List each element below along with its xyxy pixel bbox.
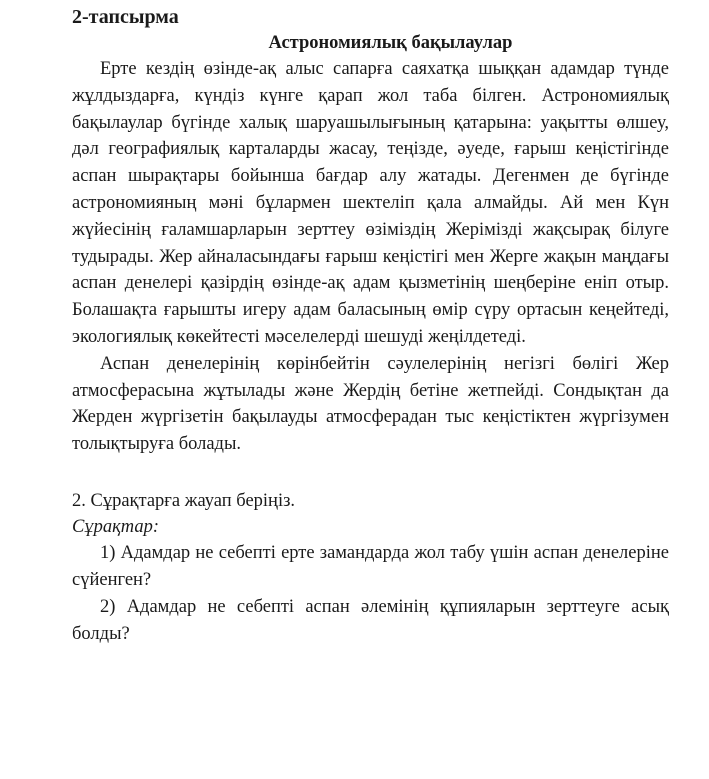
task-heading: 2-тапсырма bbox=[72, 6, 179, 28]
paragraph-1: Ерте кездің өзінде-ақ алыс сапарға саяхатқа шыққан адамдар түнде жұлдыздарға, күндіз күнге қарап жол таба білген. Астрономиялық бақылаулар бүгінде халық шаруашылығының қатарына: уақытты өлшеу, дәл географиялық карталарды жасау, теңізде, әуеде, ғарыш кеңістігінде аспан шырақтары бойынша бағдар алу жатады. Дегенмен де бүгінде астрономияның мәні бұлармен шектеліп қала алмайды. Ай мен Күн жүйесінің ғаламшарларын зерттеу өзіміздің Жерімізді жақсырақ білуге тудырады. Жер айналасындағы ғарыш кеңістігі мен Жерге жақын маңдағы аспан денелері қазірдің өзінде-ақ адам қызметінің шеңберіне еніп отыр. Болашақта ғарышты игеру адам баласының өмір сүру ортасын кеңейтеді, экологиялық көкейтесті мәселелерді шешуді жеңілдетеді. bbox=[72, 59, 669, 347]
task-instruction: 2. Сұрақтарға жауап беріңіз. bbox=[72, 490, 296, 511]
questions-list bbox=[72, 540, 669, 648]
text-title: Астрономиялық бақылаулар bbox=[268, 33, 513, 53]
questions-label: Сұрақтар: bbox=[72, 516, 159, 537]
paragraph-2: Аспан денелерінің көрінбейтін сәулелерінің негізгі бөлігі Жер атмосферасына жұтылады және Жердің бетіне жетпейді. Сондықтан да Жерден жүргізетін бақылауды атмосферадан тыс кеңістіктен жүргізумен толықтыруға болады. bbox=[72, 353, 669, 455]
question-1: 1) Адамдар не себепті ерте замандарда жол табу үшін аспан денелеріне сүйенген? bbox=[72, 542, 669, 590]
question-2: 2) Адамдар не себепті аспан әлемінің құпияларын зерттеуге асық болды? bbox=[72, 596, 669, 644]
